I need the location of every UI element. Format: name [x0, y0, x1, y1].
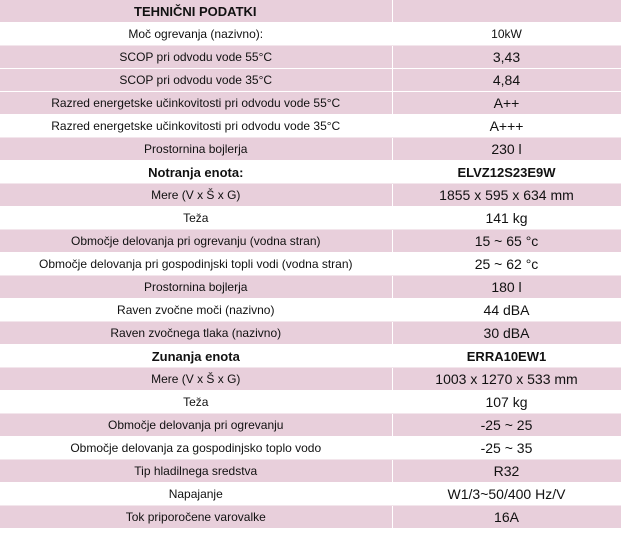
spec-label: Raven zvočnega tlaka (nazivno) [0, 322, 392, 345]
table-row [0, 184, 621, 207]
spec-value: 44 dBA [392, 299, 621, 322]
section-header-row [0, 345, 621, 368]
spec-label: Raven zvočne moči (nazivno) [0, 299, 392, 322]
section-model-indoor: ELVZ12S23E9W [392, 161, 621, 184]
spec-value: 25 ~ 62 °c [392, 253, 621, 276]
spec-value: W1/3~50/400 Hz/V [392, 483, 621, 506]
table-row [0, 391, 621, 414]
spec-label: Območje delovanja pri ogrevanju [0, 414, 392, 437]
spec-value: 30 dBA [392, 322, 621, 345]
spec-label: Območje delovanja za gospodinjsko toplo vodo [0, 437, 392, 460]
spec-label: SCOP pri odvodu vode 35°C [0, 69, 392, 92]
spec-value: A+++ [392, 115, 621, 138]
spec-label: SCOP pri odvodu vode 55°C [0, 46, 392, 69]
spec-label: Tip hladilnega sredstva [0, 460, 392, 483]
spec-label: Napajanje [0, 483, 392, 506]
spec-label: Mere (V x Š x G) [0, 368, 392, 391]
table-row [0, 437, 621, 460]
table-title: TEHNIČNI PODATKI [0, 0, 392, 23]
spec-value: 107 kg [392, 391, 621, 414]
table-row [0, 506, 621, 529]
spec-value: 180 l [392, 276, 621, 299]
spec-value: 4,84 [392, 69, 621, 92]
table-row [0, 46, 621, 69]
spec-label: Prostornina bojlerja [0, 276, 392, 299]
table-title-value [392, 0, 621, 23]
spec-label: Tok priporočene varovalke [0, 506, 392, 529]
table-row [0, 368, 621, 391]
section-model-outdoor: ERRA10EW1 [392, 345, 621, 368]
spec-value: 141 kg [392, 207, 621, 230]
spec-value: 16A [392, 506, 621, 529]
table-row [0, 299, 621, 322]
spec-value: 15 ~ 65 °c [392, 230, 621, 253]
spec-label: Razred energetske učinkovitosti pri odvodu vode 55°C [0, 92, 392, 115]
spec-value: 10kW [392, 23, 621, 46]
table-row [0, 460, 621, 483]
table-row [0, 69, 621, 92]
spec-value: A++ [392, 92, 621, 115]
table-row [0, 230, 621, 253]
table-row [0, 253, 621, 276]
spec-value: 1003 x 1270 x 533 mm [392, 368, 621, 391]
section-header-row [0, 161, 621, 184]
spec-value: 3,43 [392, 46, 621, 69]
spec-label: Območje delovanja pri ogrevanju (vodna stran) [0, 230, 392, 253]
spec-value: R32 [392, 460, 621, 483]
spec-value: 230 l [392, 138, 621, 161]
table-row [0, 92, 621, 115]
table-header-row [0, 0, 621, 23]
table-row [0, 414, 621, 437]
table-row [0, 115, 621, 138]
spec-label: Moč ogrevanja (nazivno): [0, 23, 392, 46]
spec-label: Teža [0, 207, 392, 230]
spec-value: 1855 x 595 x 634 mm [392, 184, 621, 207]
spec-label: Mere (V x Š x G) [0, 184, 392, 207]
spec-value: -25 ~ 25 [392, 414, 621, 437]
table-row [0, 138, 621, 161]
spec-value: -25 ~ 35 [392, 437, 621, 460]
spec-label: Teža [0, 391, 392, 414]
table-row [0, 207, 621, 230]
table-row [0, 322, 621, 345]
table-row [0, 276, 621, 299]
table-row [0, 483, 621, 506]
spec-label: Razred energetske učinkovitosti pri odvodu vode 35°C [0, 115, 392, 138]
spec-label: Območje delovanja pri gospodinjski topli vodi (vodna stran) [0, 253, 392, 276]
section-title-outdoor: Zunanja enota [0, 345, 392, 368]
spec-label: Prostornina bojlerja [0, 138, 392, 161]
section-title-indoor: Notranja enota: [0, 161, 392, 184]
table-row [0, 23, 621, 46]
